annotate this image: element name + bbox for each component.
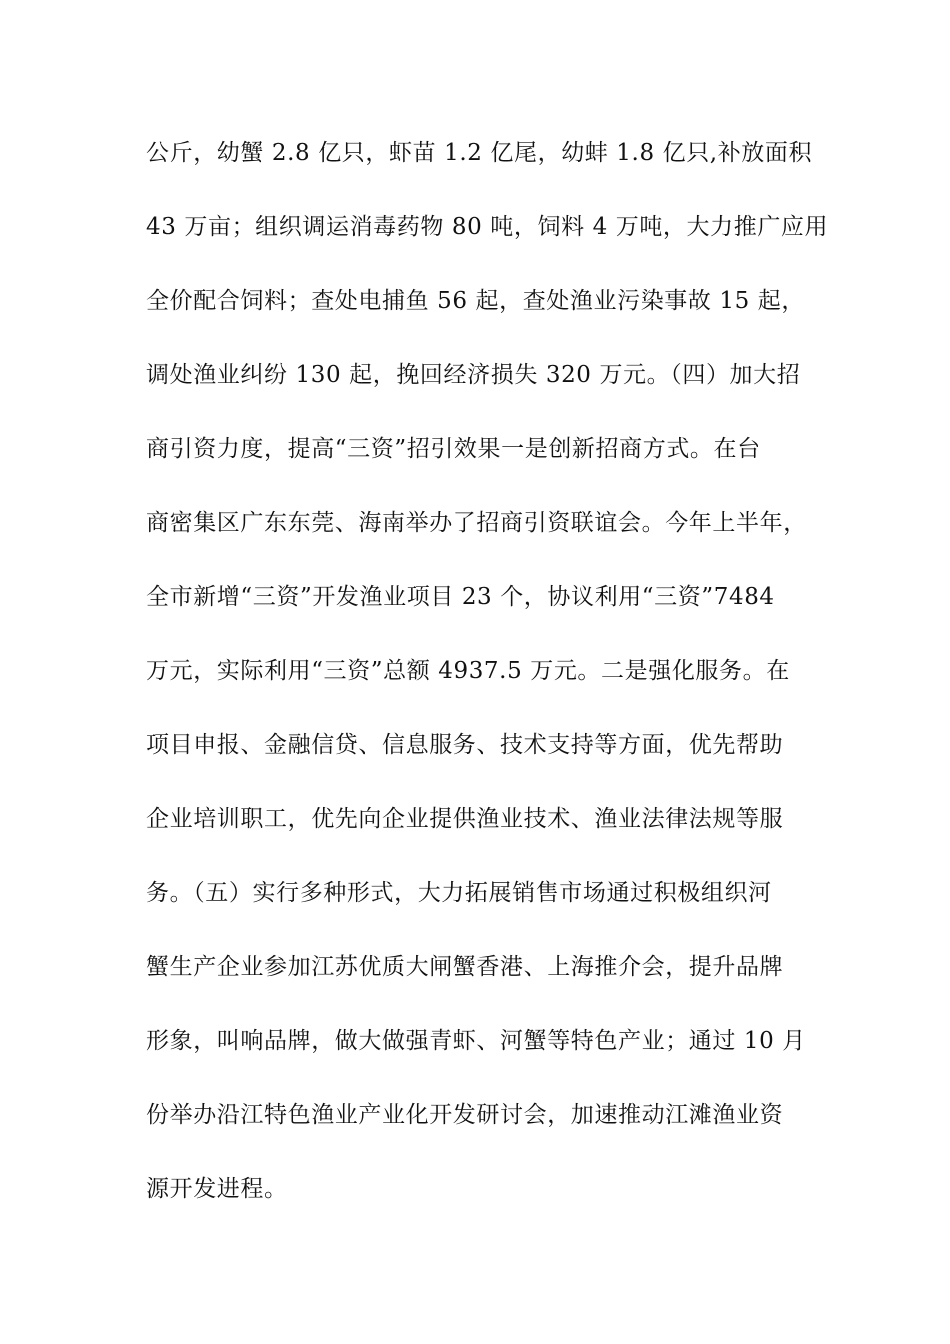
text-line: 蟹生产企业参加江苏优质大闸蟹香港、上海推介会，提升品牌 [146, 953, 784, 980]
text-line: 公斤，幼蟹 2.8 亿只，虾苗 1.2 亿尾，幼蚌 1.8 亿只,补放面积 [146, 140, 813, 166]
text-line: 商密集区广东东莞、海南举办了招商引资联谊会。今年上半年， [146, 509, 807, 536]
text-line: 企业培训职工，优先向企业提供渔业技术、渔业法律法规等服 [146, 805, 784, 832]
text-line: 份举办沿江特色渔业产业化开发研讨会，加速推动江滩渔业资 [146, 1101, 784, 1128]
text-line: 全市新增“三资”开发渔业项目 23 个，协议利用“三资”7484 [146, 583, 775, 610]
text-line: 万元，实际利用“三资”总额 4937.5 万元。二是强化服务。在 [146, 657, 790, 684]
body-text [146, 131, 836, 1212]
text-line: 全价配合饲料；查处电捕鱼 56 起，查处渔业污染事故 15 起， [146, 287, 805, 314]
text-line: 源开发进程。 [146, 1175, 288, 1202]
text-line: 商引资力度，提高“三资”招引效果一是创新招商方式。在台 [146, 435, 761, 462]
text-line: 务。（五）实行多种形式，大力拓展销售市场通过积极组织河 [146, 879, 772, 906]
text-line: 形象，叫响品牌，做大做强青虾、河蟹等特色产业；通过 10 月 [146, 1027, 806, 1054]
text-line: 项目申报、金融信贷、信息服务、技术支持等方面，优先帮助 [146, 731, 784, 758]
text-line: 调处渔业纠纷 130 起，挽回经济损失 320 万元。（四）加大招 [146, 361, 801, 388]
text-line: 43 万亩；组织调运消毒药物 80 吨，饲料 4 万吨，大力推广应用 [146, 213, 829, 240]
